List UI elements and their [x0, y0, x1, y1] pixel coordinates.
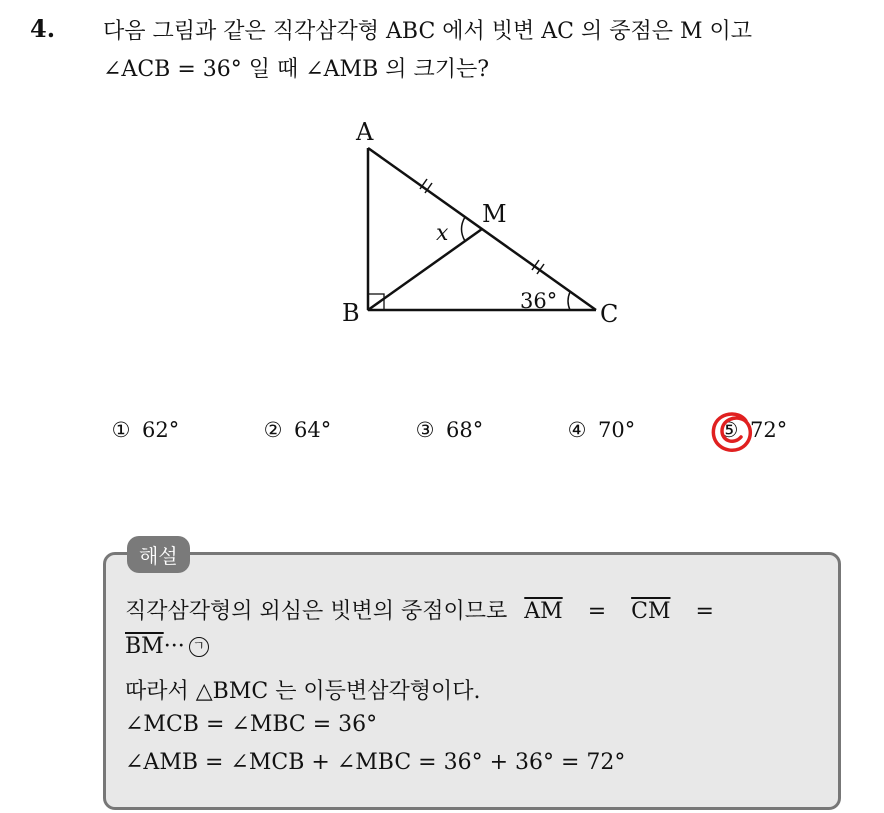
- label-b: B: [342, 299, 360, 327]
- choice-4-value: 70°: [598, 418, 636, 442]
- label-m: M: [482, 200, 507, 228]
- choice-2-value: 64°: [294, 418, 332, 442]
- label-a: A: [356, 118, 374, 146]
- explanation-line-4: ∠MCB = ∠MBC = 36°: [125, 712, 378, 737]
- answer-circle-mark: [708, 407, 758, 457]
- segment-bm: $\overline{BM}$: [125, 634, 164, 659]
- equals-2: =: [695, 599, 714, 624]
- angle-arc-x: [462, 217, 466, 241]
- equals-1: =: [587, 599, 607, 624]
- choice-3-mark: ③: [415, 418, 435, 442]
- choice-1-mark: ①: [111, 418, 131, 442]
- angle-arc-36: [568, 292, 570, 310]
- choice-3[interactable]: [414, 418, 483, 442]
- explanation-line-3: 따라서 △BMC 는 이등변삼각형이다.: [125, 679, 481, 704]
- explanation-line-2: [125, 634, 209, 659]
- segment-am: $\overline{AM}$: [524, 599, 563, 624]
- label-c: C: [600, 300, 619, 328]
- segment-cm: $\overline{CM}$: [631, 599, 671, 624]
- label-angle-36: 36°: [520, 289, 558, 313]
- choice-3-value: 68°: [446, 418, 484, 442]
- explanation-tag: 해설: [127, 536, 190, 573]
- choice-4[interactable]: [566, 418, 635, 442]
- question-number: 4.: [30, 14, 56, 43]
- choice-2-mark: ②: [263, 418, 283, 442]
- choice-5-mark: ⑤: [719, 418, 739, 442]
- choice-1[interactable]: [110, 418, 179, 442]
- segment-bm: [368, 229, 482, 310]
- choice-5-value: 72°: [750, 418, 788, 442]
- explanation-line-1: [125, 594, 714, 625]
- choice-1-value: 62°: [142, 418, 180, 442]
- ellipsis: ···: [163, 634, 185, 659]
- choice-2[interactable]: [262, 418, 331, 442]
- circled-symbol: ㄱ: [189, 637, 209, 657]
- explanation-line-1-text: 직각삼각형의 외심은 빗변의 중점이므로: [125, 599, 508, 624]
- choice-4-mark: ④: [567, 418, 587, 442]
- explanation-line-5: ∠AMB = ∠MCB + ∠MBC = 36° + 36° = 72°: [125, 750, 626, 775]
- question-text-line-2: ∠ACB = 36° 일 때 ∠AMB 의 크기는?: [103, 57, 490, 82]
- question-text-line-1: 다음 그림과 같은 직각삼각형 ABC 에서 빗변 AC 의 중점은 M 이고: [103, 19, 753, 44]
- triangle-figure: [330, 112, 640, 332]
- label-x: x: [436, 221, 449, 246]
